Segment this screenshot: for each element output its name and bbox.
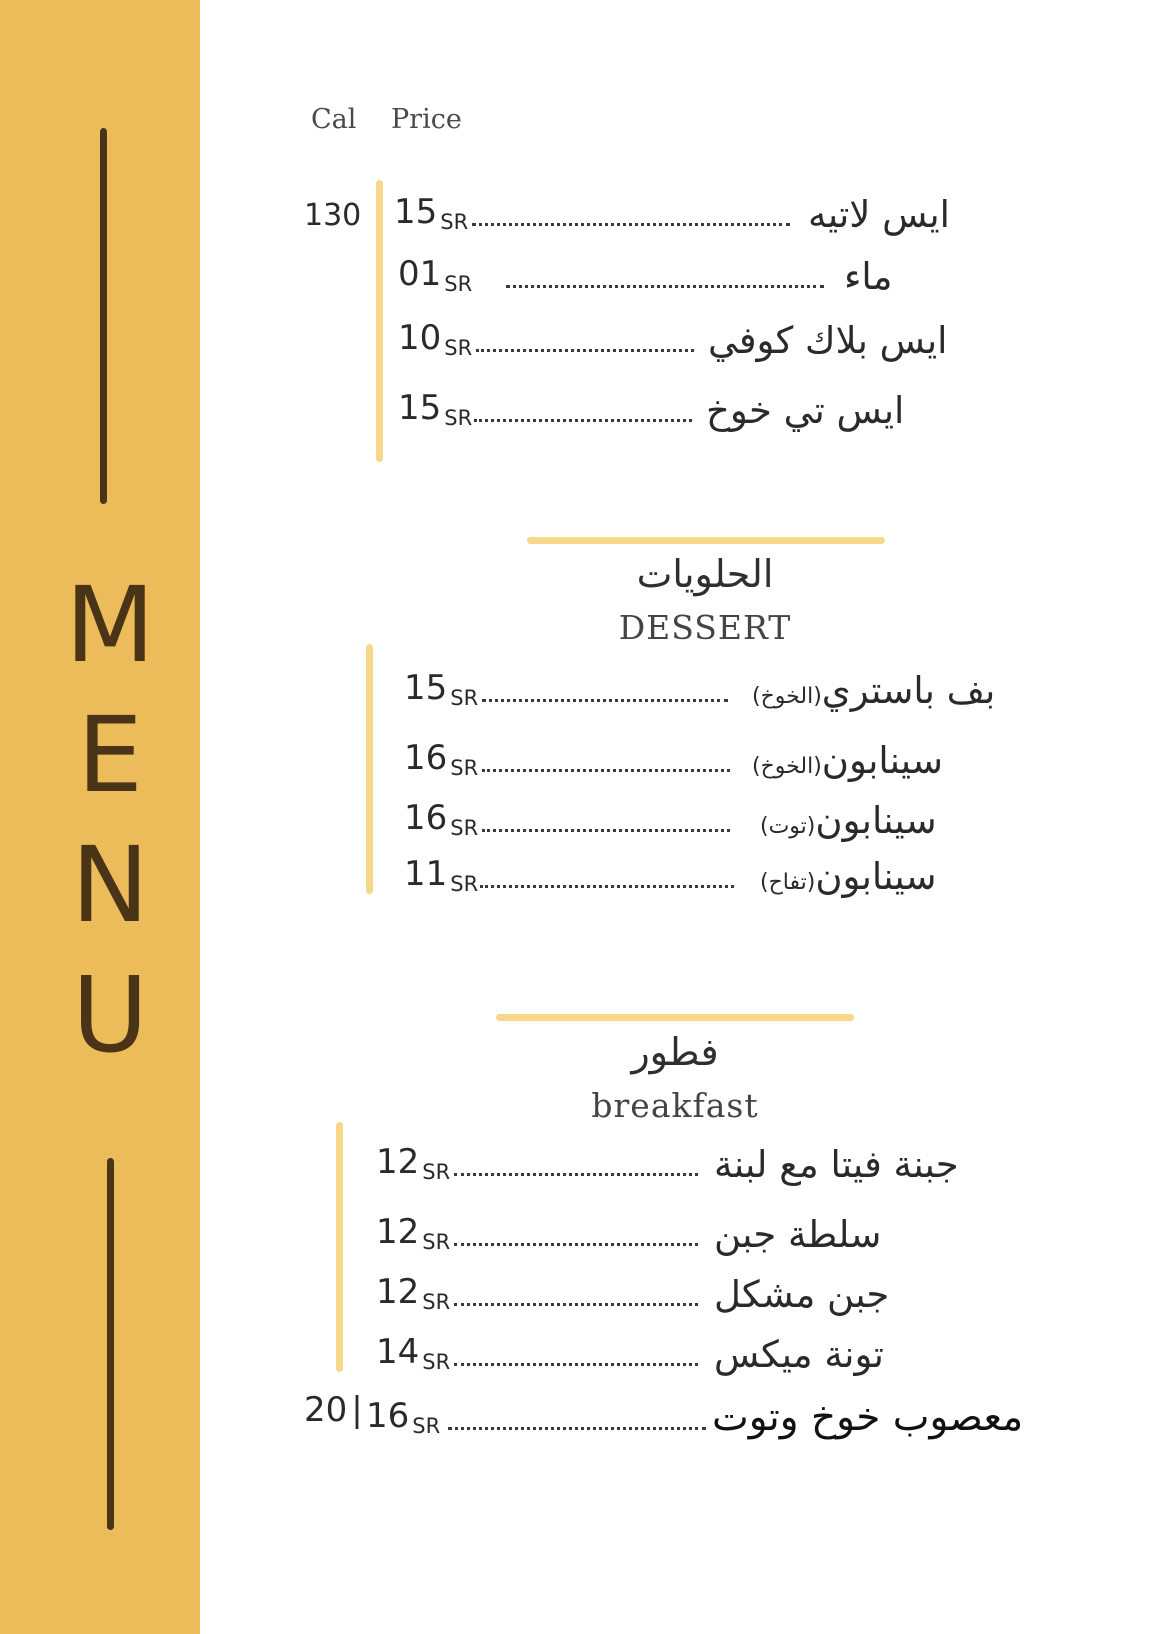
dot-leader <box>472 223 790 226</box>
breakfast-title-arabic: فطور <box>631 1030 719 1074</box>
item-name: ايس تي خوخ <box>706 389 905 432</box>
item-name: (الخوخ)سينابون <box>752 739 943 782</box>
menu-item <box>398 386 998 436</box>
menu-item <box>404 796 1044 846</box>
item-name: ايس لاتيه <box>808 193 950 236</box>
drinks-accent-bar <box>376 180 383 462</box>
item-price: 16 SR <box>366 1396 441 1438</box>
item-price: 11 SR <box>404 854 479 896</box>
dot-leader <box>454 1243 698 1246</box>
menu-item <box>366 1394 1046 1444</box>
item-price: 12 SR <box>376 1212 451 1254</box>
item-name: ايس بلاك كوفي <box>708 319 948 362</box>
breakfast-title-english: breakfast <box>591 1086 759 1125</box>
menu-item <box>404 666 1044 716</box>
item-name: جبنة فيتا مع لبنة <box>714 1143 959 1186</box>
menu-item <box>376 1270 1016 1320</box>
dessert-divider <box>527 537 885 544</box>
item-flavor: (توت) <box>760 814 816 839</box>
item-price: 14 SR <box>376 1332 451 1374</box>
menu-item <box>398 252 998 302</box>
sidebar-line-top <box>100 128 107 504</box>
dot-leader <box>480 885 734 888</box>
calorie-value: 130 <box>304 198 362 233</box>
menu-letter: M <box>65 564 155 686</box>
item-price: 15 SR <box>398 388 473 430</box>
dot-leader <box>454 1303 698 1306</box>
item-name: (توت)سينابون <box>760 799 937 842</box>
menu-item <box>376 1140 1016 1190</box>
item-name: (تفاح)سينابون <box>760 855 937 898</box>
menu-letter: U <box>71 954 149 1076</box>
dot-leader <box>448 1427 706 1430</box>
item-name: جبن مشكل <box>714 1273 890 1316</box>
dot-leader <box>454 1173 698 1176</box>
menu-item <box>404 852 1044 902</box>
dot-leader <box>482 699 728 702</box>
item-price: 15 SR <box>394 192 469 234</box>
item-name: معصوب خوخ وتوت <box>712 1395 1024 1440</box>
item-name: تونة ميكس <box>714 1333 884 1376</box>
menu-item <box>376 1330 1016 1380</box>
dot-leader <box>482 829 730 832</box>
menu-item <box>404 736 1044 786</box>
menu-letter: E <box>77 694 143 816</box>
item-price: 12 SR <box>376 1272 451 1314</box>
breakfast-divider <box>496 1014 854 1021</box>
dot-leader <box>476 349 694 352</box>
dot-leader <box>474 419 692 422</box>
item-price: 01 SR <box>398 254 473 296</box>
item-name: (الخوخ)بف باستري <box>752 669 996 712</box>
dot-leader <box>482 769 730 772</box>
dessert-title-arabic: الحلويات <box>636 552 774 596</box>
item-price: 16 SR <box>404 798 479 840</box>
item-flavor: (الخوخ) <box>752 684 822 709</box>
item-price: 15 SR <box>404 668 479 710</box>
menu-item <box>398 316 998 366</box>
price-column-header: Price <box>391 104 462 135</box>
item-price: 12 SR <box>376 1142 451 1184</box>
dessert-accent-bar <box>366 644 373 894</box>
menu-letter: N <box>71 824 149 946</box>
item-price: 16 SR <box>404 738 479 780</box>
item-price: 10 SR <box>398 318 473 360</box>
item-flavor: (الخوخ) <box>752 754 822 779</box>
dot-leader <box>454 1363 698 1366</box>
dot-leader <box>506 285 824 288</box>
menu-vertical-title <box>50 560 170 1080</box>
menu-item <box>376 1210 1016 1260</box>
item-name: سلطة جبن <box>714 1213 882 1256</box>
menu-sidebar <box>0 0 200 1634</box>
menu-item <box>394 190 994 240</box>
item-flavor: (تفاح) <box>760 870 816 895</box>
dessert-title-english: DESSERT <box>618 608 792 647</box>
cal-column-header: Cal <box>311 104 357 135</box>
breakfast-accent-bar <box>336 1122 343 1372</box>
calorie-value: 20 | <box>304 1390 363 1430</box>
item-name: ماء <box>844 255 893 298</box>
sidebar-line-bottom <box>107 1158 114 1530</box>
